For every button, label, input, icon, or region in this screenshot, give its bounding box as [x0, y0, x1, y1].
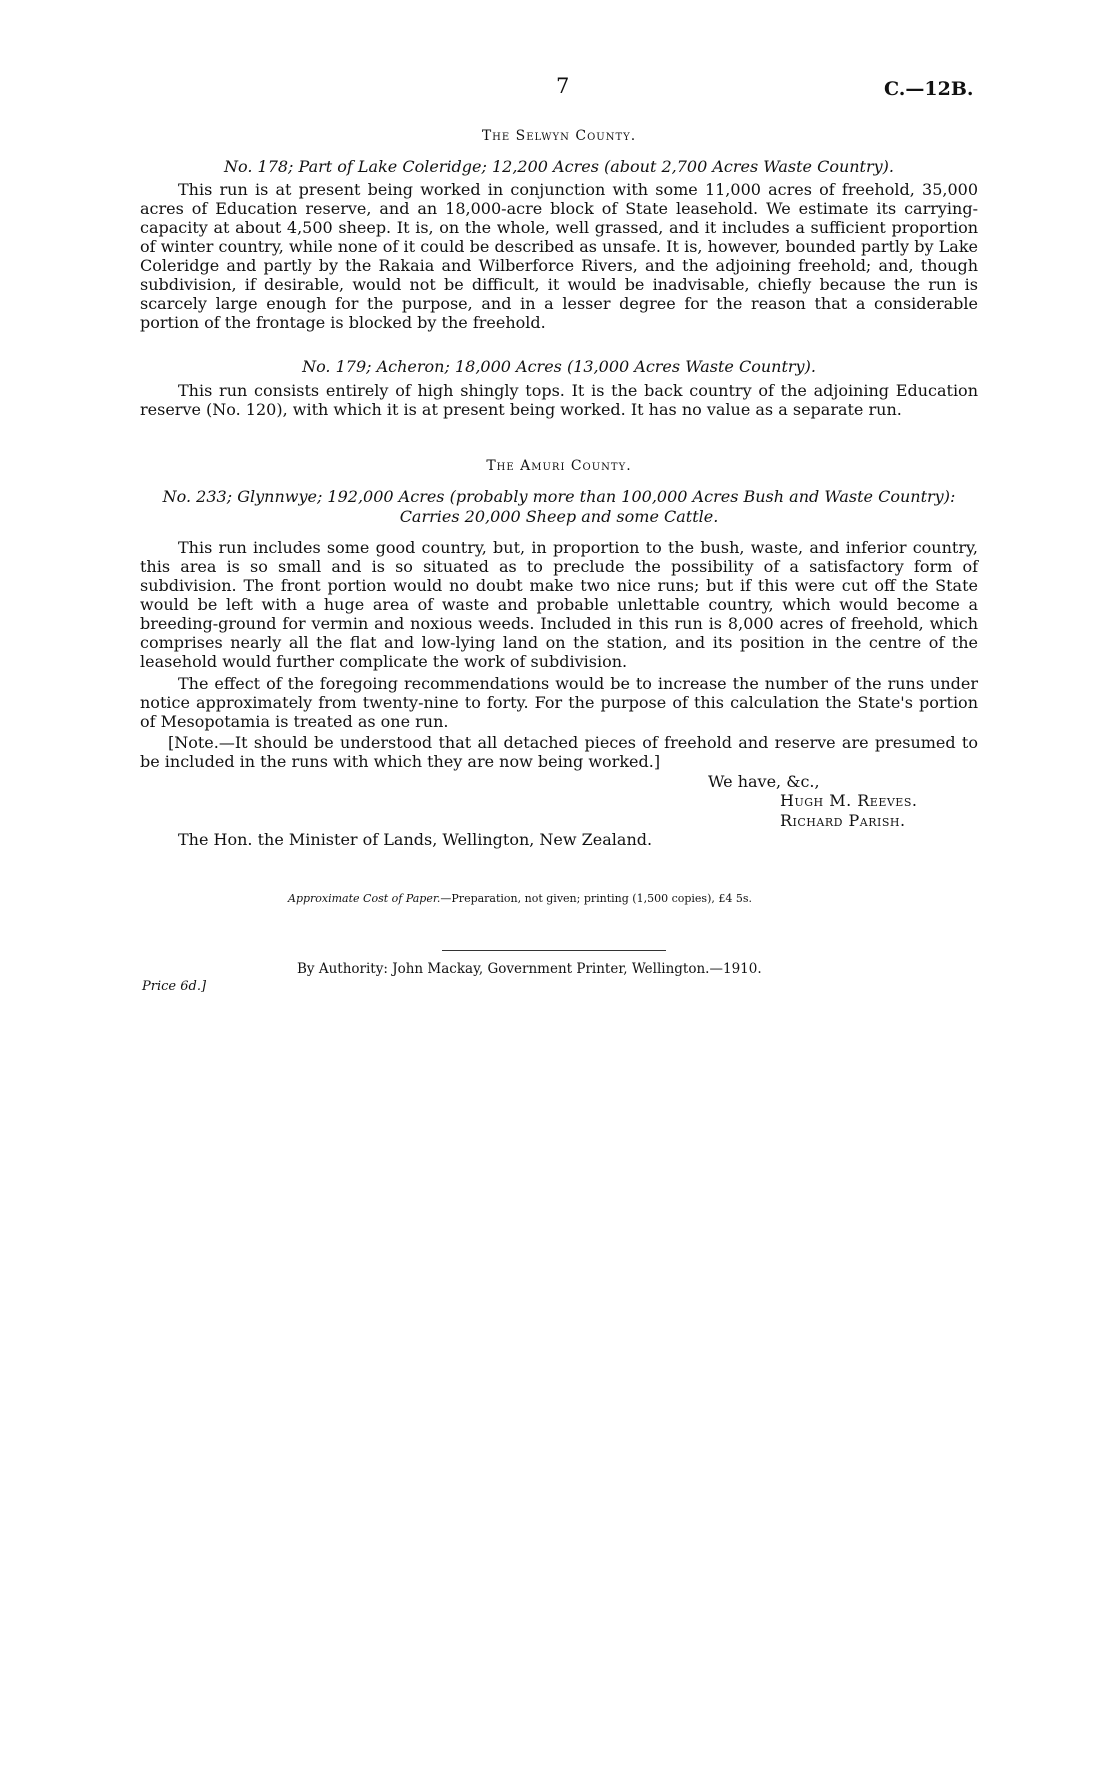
cost-text: —Preparation, not given; printing (1,500 copies), £4 5s. — [440, 892, 752, 905]
run-178-body: This run is at present being worked in conjunction with some 11,000 acres of freehold, 35,000 acres of Education reserve, and an 18,000-acre block of State leasehold. We estimate its carrying-capacity at about 4,500 sheep. It is, on the whole, well grassed, and it includes a sufficient proportion of winter country, while none of it could be described as unsafe. It is, however, bounded partly by Lake Coleridge and partly by the Rakaia and Wilberforce Rivers, and the adjoining freehold; and, though subdivision, if desirable, would not be difficult, it would be inadvisable, chiefly because the run is scarcely large enough for the purpose, and in a lesser degree for the reason that a considerable portion of the frontage is blocked by the freehold. — [140, 180, 978, 332]
footer-rule — [442, 950, 666, 951]
signatory-richard-parish: Richard Parish. — [780, 811, 906, 830]
page-number: 7 — [556, 74, 570, 98]
run-179-title: No. 179; Acheron; 18,000 Acres (13,000 Acres Waste Country). — [302, 357, 816, 376]
run-233-title-line2: Carries 20,000 Sheep and some Cattle. — [399, 507, 719, 526]
run-233-title-line1: No. 233; Glynnwye; 192,000 Acres (probably more than 100,000 Acres Bush and Waste Country): — [162, 487, 956, 506]
price: Price 6d.] — [142, 979, 207, 994]
printer-authority: By Authority: John Mackay, Government Printer, Wellington.—1910. — [297, 961, 762, 977]
effect-paragraph: The effect of the foregoing recommendations would be to increase the number of the runs under notice approximately from twenty-nine to forty. For the purpose of this calculation the State's portion of Mesopotamia is treated as one run. — [140, 674, 978, 731]
cost-label: Approximate Cost of Paper. — [288, 892, 441, 905]
note-paragraph: [Note.—It should be understood that all detached pieces of freehold and reserve are presumed to be included in the runs with which they are now being worked.] — [140, 733, 978, 771]
document-reference: C.—12B. — [884, 78, 974, 100]
signatory-hugh-reeves: Hugh M. Reeves. — [780, 791, 918, 810]
run-179-body: This run consists entirely of high shingly tops. It is the back country of the adjoining Education reserve (No. 120), with which it is at present being worked. It has no value as a separate run. — [140, 381, 978, 419]
cost-of-paper — [288, 892, 752, 905]
run-178-title: No. 178; Part of Lake Coleridge; 12,200 Acres (about 2,700 Acres Waste Country). — [223, 157, 894, 176]
addressee: The Hon. the Minister of Lands, Wellington, New Zealand. — [178, 830, 653, 849]
selwyn-county-heading: The Selwyn County. — [481, 128, 637, 144]
salutation: We have, &c., — [708, 772, 820, 791]
amuri-county-heading: The Amuri County. — [486, 458, 632, 474]
run-233-body: This run includes some good country, but, in proportion to the bush, waste, and inferior country, this area is so small and is so situated as to preclude the possibility of a satisfactory form of subdivision. The front portion would no doubt make two nice runs; but if this were cut off the State would be left with a huge area of waste and probable unlettable country, which would become a breeding-ground for vermin and noxious weeds. Included in this run is 8,000 acres of freehold, which comprises nearly all the flat and low-lying land on the station, and its position in the centre of the leasehold would further complicate the work of subdivision. — [140, 538, 978, 671]
